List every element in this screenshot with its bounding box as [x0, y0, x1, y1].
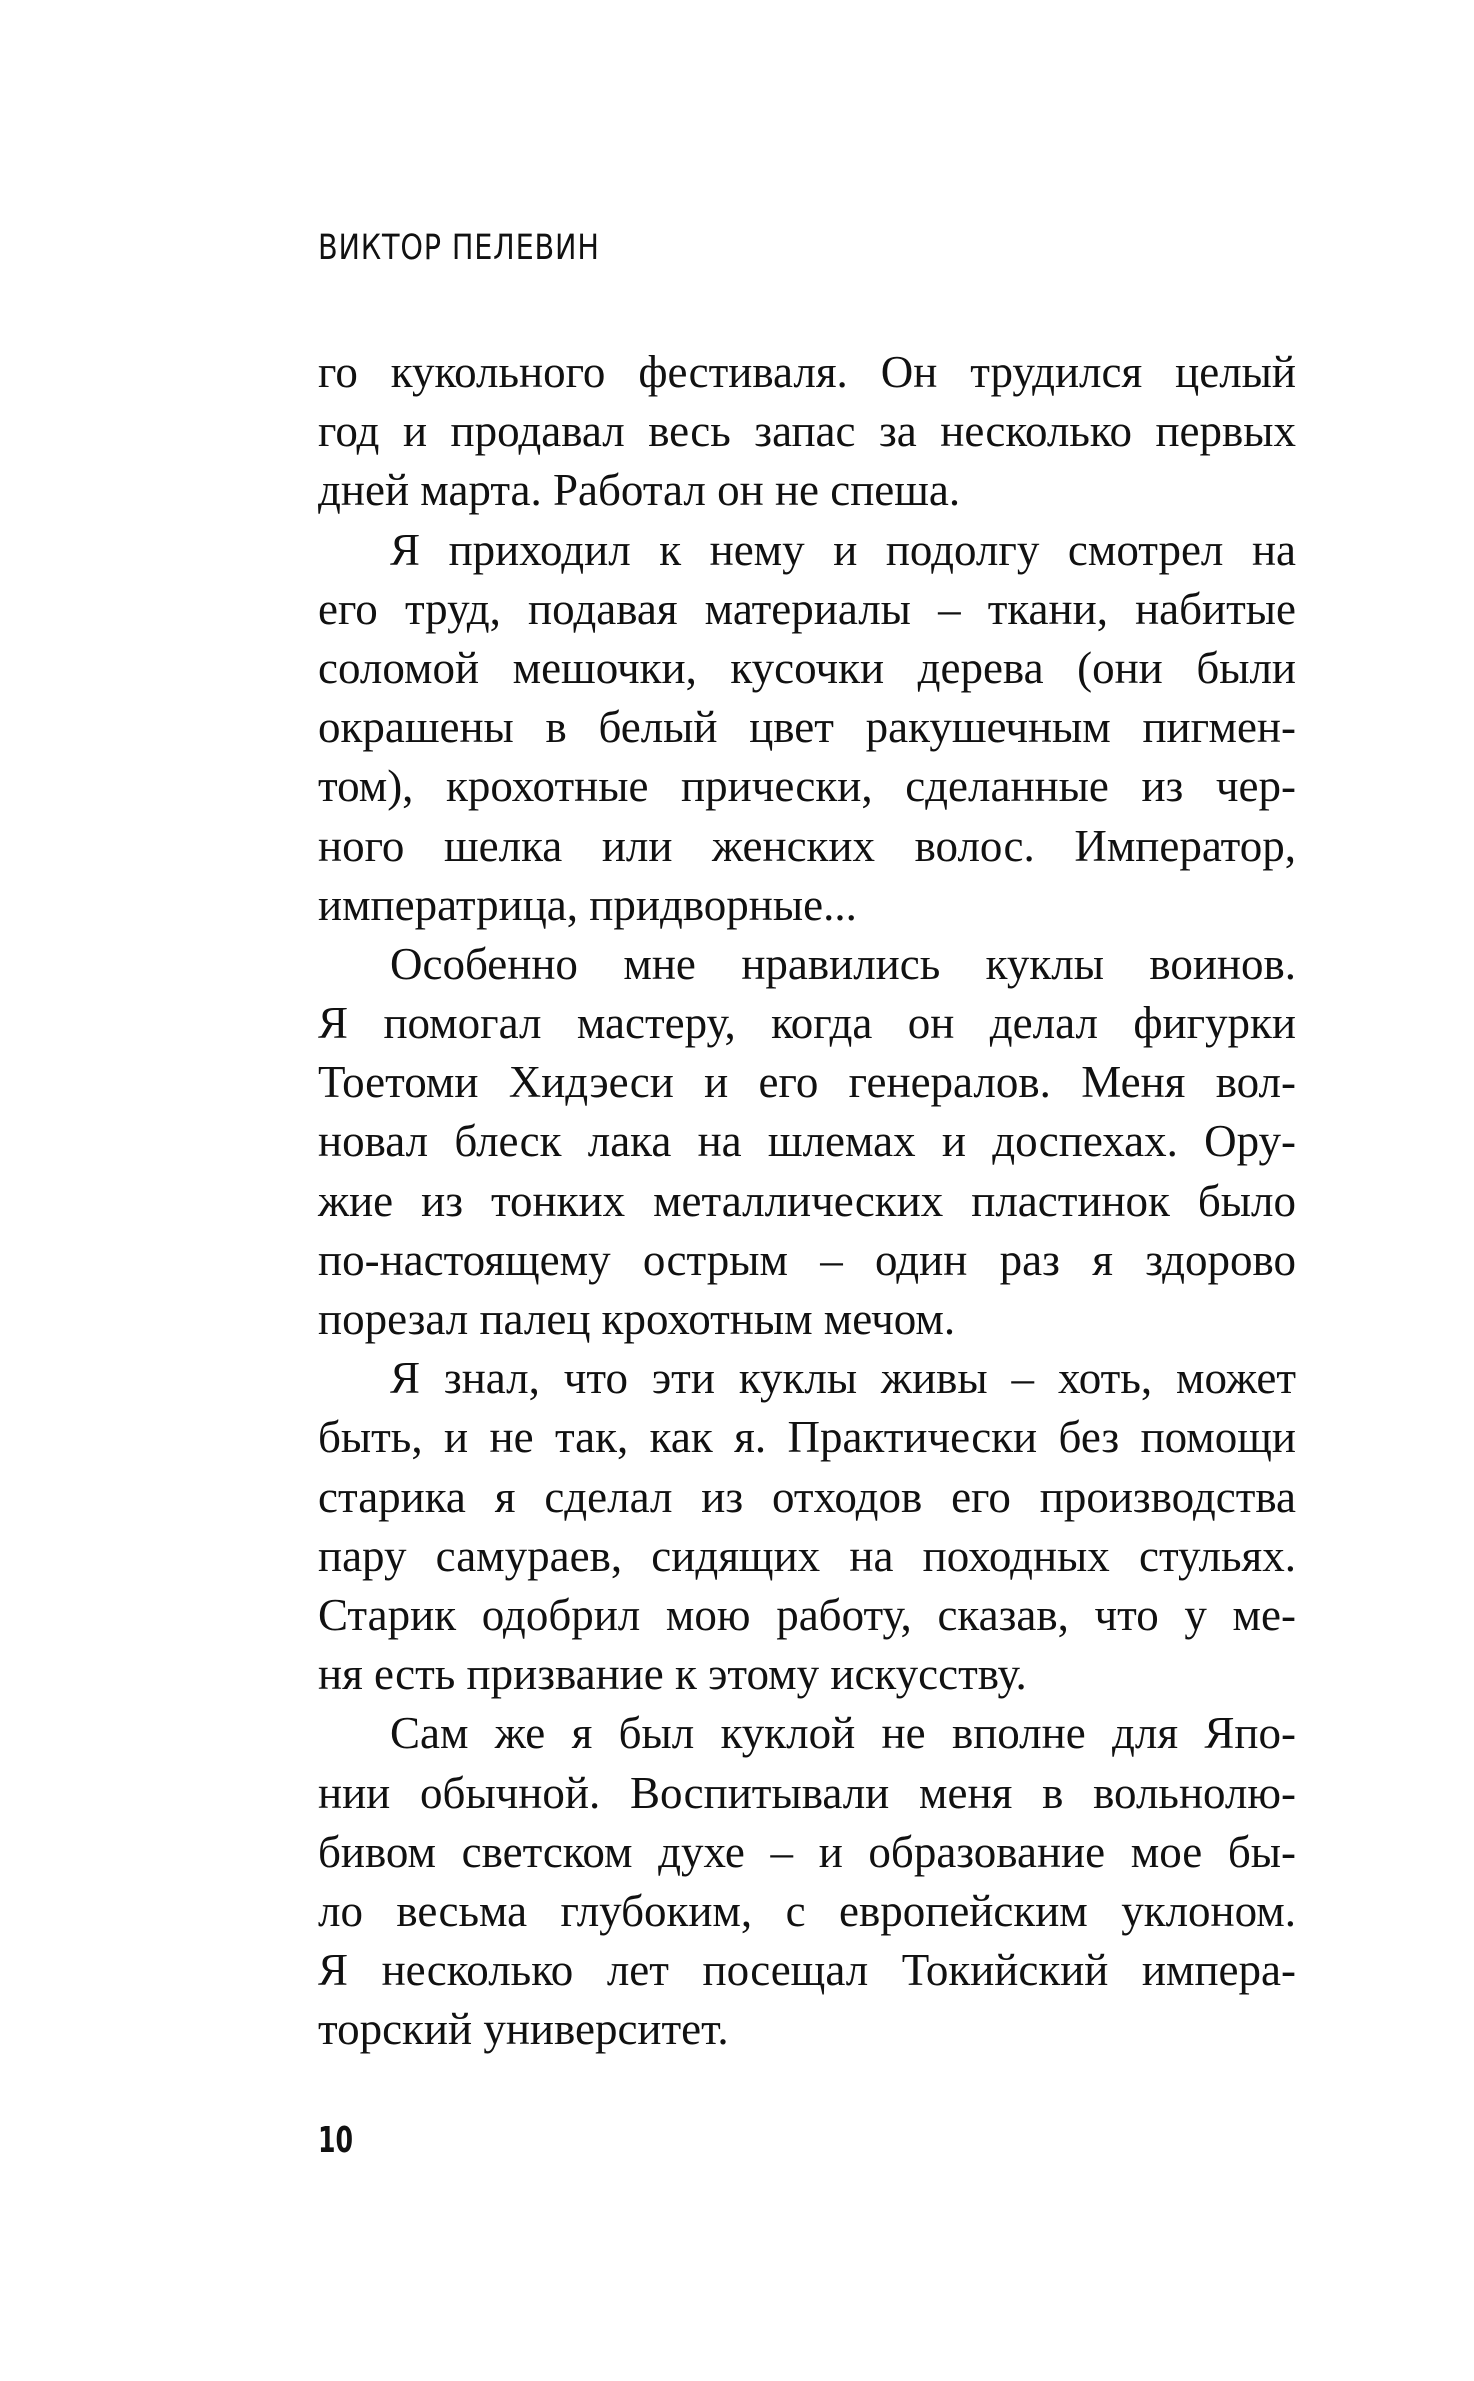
- text-line: быть, и не так, как я. Практически без помощи: [318, 1412, 1296, 1463]
- paragraph: [318, 1349, 1296, 1704]
- text-line: Тоетоми Хидэеси и его генералов. Меня вол-: [318, 1057, 1296, 1108]
- text-line: год и продавал весь запас за несколько первых: [318, 406, 1296, 457]
- text-line: Я несколько лет посещал Токийский импера-: [318, 1945, 1296, 1996]
- text-line: ня есть призвание к этому искусству.: [318, 1649, 1027, 1700]
- paragraph: [318, 1704, 1296, 2059]
- text-line: Я приходил к нему и подолгу смотрел на: [390, 524, 1296, 575]
- text-line: Я помогал мастеру, когда он делал фигурки: [318, 998, 1296, 1049]
- text-line: том), крохотные прически, сделанные из чер-: [318, 761, 1296, 812]
- paragraph: [318, 343, 1296, 521]
- text-line: жие из тонких металлических пластинок было: [318, 1175, 1296, 1226]
- text-line: нии обычной. Воспитывали меня в вольнолю-: [318, 1767, 1296, 1818]
- text-line: ло весьма глубоким, с европейским уклоном.: [318, 1885, 1296, 1936]
- paragraph: [318, 521, 1296, 935]
- text-line: Я знал, что эти куклы живы – хоть, может: [390, 1353, 1296, 1404]
- text-line: порезал палец крохотным мечом.: [318, 1294, 956, 1344]
- text-line: соломой мешочки, кусочки дерева (они были: [318, 642, 1296, 693]
- text-line: ного шелка или женских волос. Император,: [318, 820, 1296, 871]
- text-line: Старик одобрил мою работу, сказав, что у ме-: [318, 1589, 1296, 1640]
- text-line: Сам же я был куклой не вполне для Япо-: [390, 1708, 1296, 1759]
- text-line: окрашены в белый цвет ракушечным пигмен-: [318, 702, 1296, 753]
- text-line: императрица, придворные...: [318, 879, 857, 930]
- text-line: торский университет.: [318, 2004, 729, 2055]
- text-line: старика я сделал из отходов его производства: [318, 1471, 1296, 1522]
- text-line: дней марта. Работал он не спеша.: [318, 465, 961, 516]
- text-line: новал блеск лака на шлемах и доспехах. Ору-: [318, 1116, 1296, 1167]
- text-line: го кукольного фестиваля. Он трудился целый: [318, 347, 1296, 397]
- page-number: 10: [318, 2120, 354, 2161]
- text-line: по-настоящему острым – один раз я здорово: [318, 1234, 1296, 1285]
- paragraph: [318, 935, 1296, 1349]
- text-line: пару самураев, сидящих на походных стульях.: [318, 1530, 1296, 1581]
- text-line: Особенно мне нравились куклы воинов.: [390, 938, 1296, 989]
- text-line: бивом светском духе – и образование мое бы-: [318, 1826, 1296, 1877]
- running-head-author: ВИКТОР ПЕЛЕВИН: [318, 228, 600, 268]
- body-text: [318, 343, 1296, 2059]
- text-line: его труд, подавая материалы – ткани, набитые: [318, 583, 1296, 634]
